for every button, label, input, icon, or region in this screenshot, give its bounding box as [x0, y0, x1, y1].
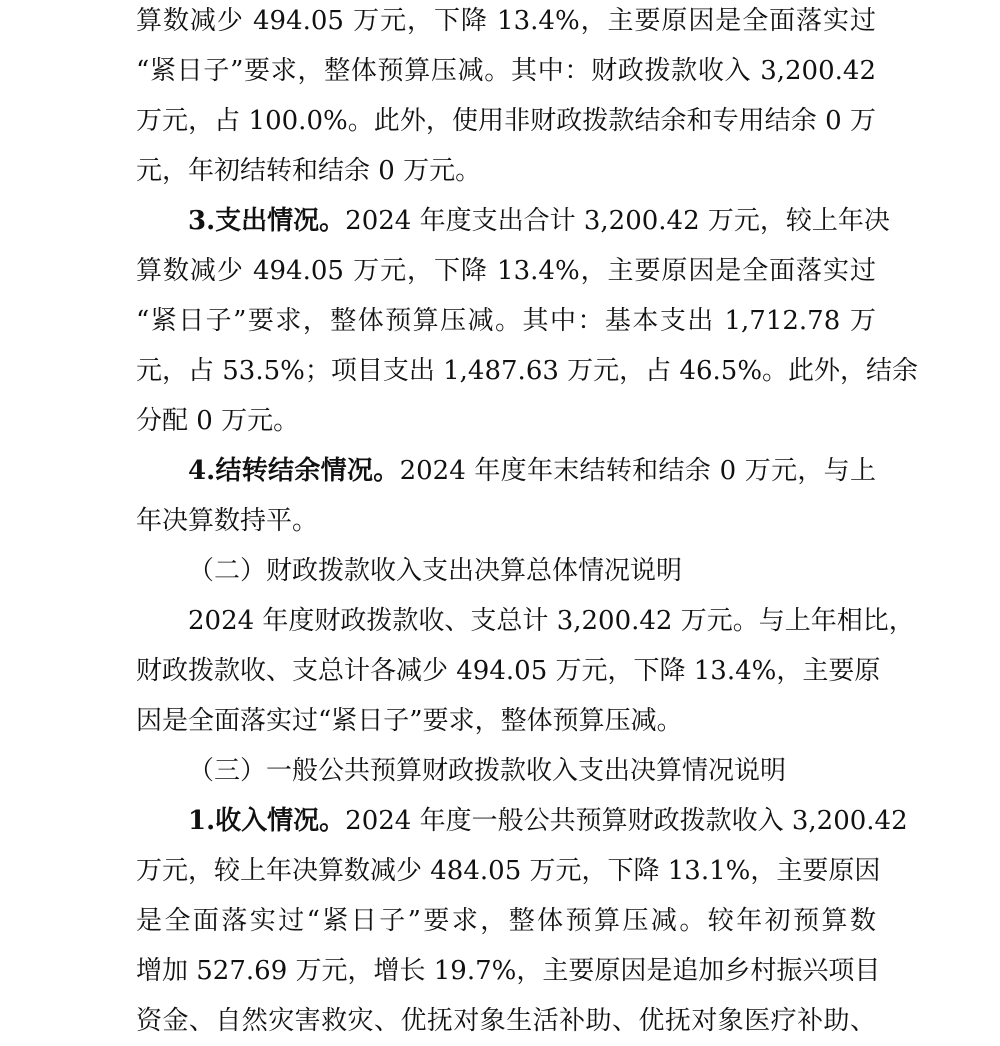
paragraph-line: 算数减少 494.05 万元，下降 13.4%，主要原因是全面落实过 — [136, 256, 876, 286]
paragraph-line: 财政拨款收、支总计各减少 494.05 万元，下降 13.4%，主要原 — [136, 656, 881, 686]
section-heading-carryover: 4.结转结余情况。 — [188, 456, 400, 486]
paragraph-text: 2024 年度一般公共预算财政拨款收入 3,200.42 — [345, 806, 908, 836]
paragraph-line: 因是全面落实过“紧日子”要求，整体预算压减。 — [136, 706, 683, 736]
section-heading-expenditure: 3.支出情况。 — [188, 206, 346, 236]
paragraph-line: 分配 0 万元。 — [136, 406, 300, 436]
paragraph-line: 算数减少 494.05 万元，下降 13.4%，主要原因是全面落实过 — [136, 6, 876, 36]
paragraph-text: 2024 年度支出合计 3,200.42 万元，较上年决 — [345, 206, 890, 236]
paragraph-line: 资金、自然灾害救灾、优抚对象生活补助、优抚对象医疗补助、 — [136, 1006, 876, 1036]
paragraph-line: 元，年初结转和结余 0 万元。 — [136, 156, 482, 186]
paragraph-line — [188, 446, 876, 496]
paragraph-line: 2024 年度财政拨款收、支总计 3,200.42 万元。与上年相比， — [188, 606, 915, 636]
paragraph-line: “紧日子”要求，整体预算压减。其中：财政拨款收入 3,200.42 — [136, 56, 876, 86]
paragraph-line: “紧日子”要求，整体预算压减。其中：基本支出 1,712.78 万 — [136, 306, 876, 336]
paragraph-line: 万元，较上年决算数减少 484.05 万元，下降 13.1%，主要原因 — [136, 856, 881, 886]
subsection-heading-3: （三）一般公共预算财政拨款收入支出决算情况说明 — [188, 756, 787, 786]
paragraph-line: 增加 527.69 万元，增长 19.7%，主要原因是追加乡村振兴项目 — [136, 956, 881, 986]
paragraph-line: 万元，占 100.0%。此外，使用非财政拨款结余和专用结余 0 万 — [136, 106, 876, 136]
paragraph-line: 元，占 53.5%；项目支出 1,487.63 万元，占 46.5%。此外，结余 — [136, 356, 919, 386]
paragraph-text: 2024 年度年末结转和结余 0 万元，与上 — [399, 456, 876, 486]
paragraph-line — [188, 196, 890, 246]
paragraph-line: 是全面落实过“紧日子”要求，整体预算压减。较年初预算数 — [136, 906, 876, 936]
section-heading-income: 1.收入情况。 — [188, 806, 346, 836]
paragraph-line: 年决算数持平。 — [136, 506, 319, 536]
paragraph-line — [188, 796, 908, 846]
subsection-heading-2: （二）财政拨款收入支出决算总体情况说明 — [188, 556, 683, 586]
